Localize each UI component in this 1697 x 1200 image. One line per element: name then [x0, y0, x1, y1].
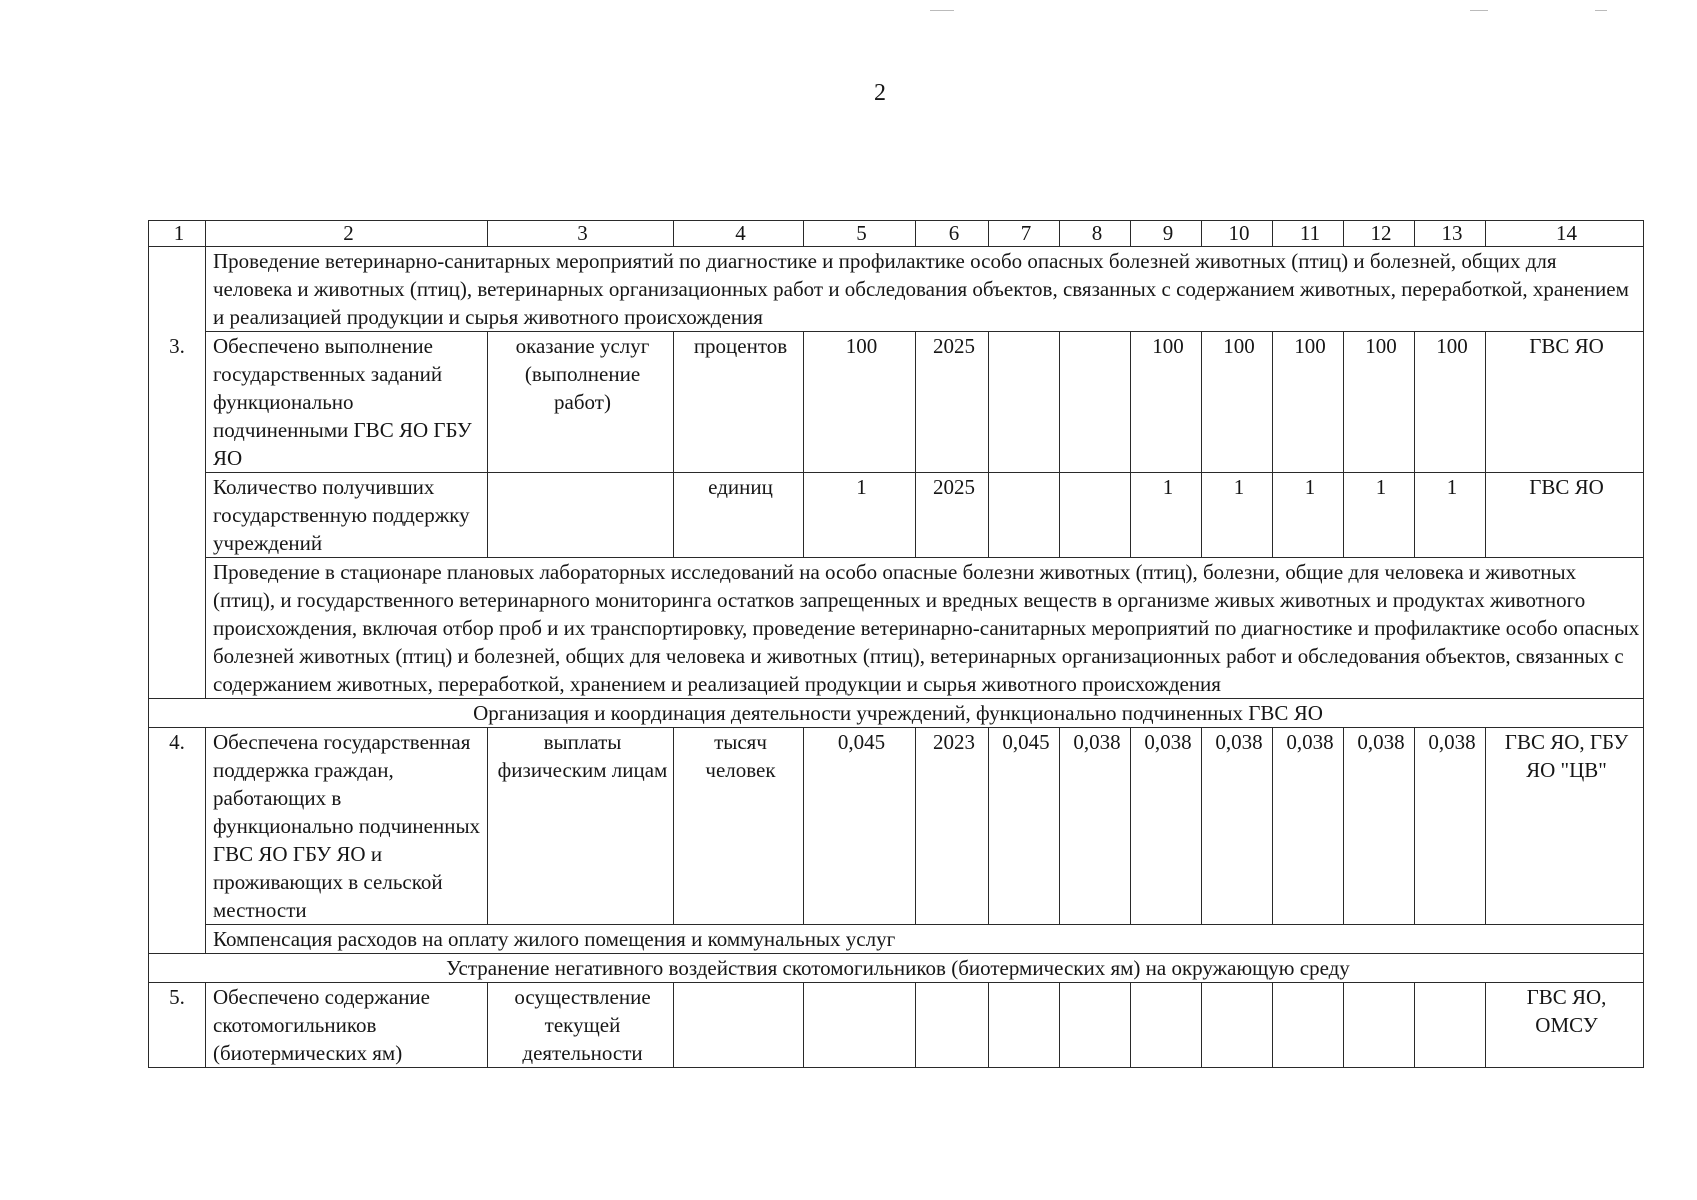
column-number: 4 [674, 221, 804, 247]
result-type [488, 473, 674, 558]
value-col-9: 100 [1131, 332, 1202, 473]
row-number: 4. [149, 728, 206, 925]
row-number: 5. [149, 983, 206, 1068]
value-col-11: 100 [1273, 332, 1344, 473]
description-row [149, 925, 1644, 954]
column-number: 13 [1415, 221, 1486, 247]
column-number: 10 [1202, 221, 1273, 247]
column-number: 12 [1344, 221, 1415, 247]
base-value: 100 [804, 332, 916, 473]
column-number: 1 [149, 221, 206, 247]
row-number-cell [149, 247, 206, 332]
table-row [149, 728, 1644, 925]
responsible: ГВС ЯО [1486, 332, 1644, 473]
section-title: Организация и координация деятельности учреждений, функционально подчиненных ГВС ЯО [149, 699, 1644, 728]
column-numbers-row [149, 221, 1644, 247]
value-col-10: 0,038 [1202, 728, 1273, 925]
base-value [804, 983, 916, 1068]
value-col-8 [1060, 332, 1131, 473]
scan-artifact [1470, 10, 1488, 11]
intro-description-row [149, 247, 1644, 332]
row-description: Компенсация расходов на оплату жилого помещения и коммунальных услуг [206, 925, 1644, 954]
table-row [149, 983, 1644, 1068]
value-col-7 [989, 332, 1060, 473]
responsible: ГВС ЯО [1486, 473, 1644, 558]
result-type: осуществление текущей деятельности [488, 983, 674, 1068]
column-number: 7 [989, 221, 1060, 247]
base-value: 1 [804, 473, 916, 558]
column-number: 11 [1273, 221, 1344, 247]
result-name: Количество получивших государственную поддержку учреждений [206, 473, 488, 558]
value-col-11 [1273, 983, 1344, 1068]
value-col-10 [1202, 983, 1273, 1068]
column-number: 5 [804, 221, 916, 247]
value-col-12: 100 [1344, 332, 1415, 473]
result-type: оказание услуг (выполнение работ) [488, 332, 674, 473]
column-number: 8 [1060, 221, 1131, 247]
description-row [149, 558, 1644, 699]
column-number: 3 [488, 221, 674, 247]
section-title: Устранение негативного воздействия скотомогильников (биотермических ям) на окружающую среду [149, 954, 1644, 983]
result-type: выплаты физическим лицам [488, 728, 674, 925]
result-name: Обеспечена государственная поддержка граждан, работающих в функционально подчиненных ГВС ЯО ГБУ ЯО и проживающих в сельской местности [206, 728, 488, 925]
value-col-12 [1344, 983, 1415, 1068]
base-year: 2025 [916, 473, 989, 558]
section-row [149, 954, 1644, 983]
result-name: Обеспечено выполнение государственных заданий функционально подчиненными ГВС ЯО ГБУ ЯО [206, 332, 488, 473]
result-name: Обеспечено содержание скотомогильников (биотермических ям) [206, 983, 488, 1068]
column-number: 14 [1486, 221, 1644, 247]
value-col-11: 0,038 [1273, 728, 1344, 925]
scan-artifact [930, 10, 954, 11]
row-number-cell [149, 473, 206, 558]
results-table [148, 220, 1644, 1068]
column-number: 2 [206, 221, 488, 247]
base-value: 0,045 [804, 728, 916, 925]
value-col-11: 1 [1273, 473, 1344, 558]
row-number-cell [149, 558, 206, 699]
value-col-13: 0,038 [1415, 728, 1486, 925]
unit: процентов [674, 332, 804, 473]
column-number: 6 [916, 221, 989, 247]
row-number-cell [149, 925, 206, 954]
section-row [149, 699, 1644, 728]
value-col-8 [1060, 983, 1131, 1068]
value-col-9: 1 [1131, 473, 1202, 558]
table-row [149, 473, 1644, 558]
value-col-7: 0,045 [989, 728, 1060, 925]
value-col-8: 0,038 [1060, 728, 1131, 925]
value-col-7 [989, 473, 1060, 558]
value-col-12: 1 [1344, 473, 1415, 558]
value-col-9: 0,038 [1131, 728, 1202, 925]
value-col-7 [989, 983, 1060, 1068]
value-col-13: 1 [1415, 473, 1486, 558]
unit: тысяч человек [674, 728, 804, 925]
responsible: ГВС ЯО, ОМСУ [1486, 983, 1644, 1068]
value-col-13 [1415, 983, 1486, 1068]
base-year: 2025 [916, 332, 989, 473]
row-number: 3. [149, 332, 206, 473]
table-row [149, 332, 1644, 473]
page-number: 2 [874, 80, 886, 106]
value-col-13: 100 [1415, 332, 1486, 473]
base-year [916, 983, 989, 1068]
value-col-12: 0,038 [1344, 728, 1415, 925]
row-description: Проведение в стационаре плановых лабораторных исследований на особо опасные болезни животных (птиц), болезни, общие для человека и животных (птиц), и государственного ветеринарного мониторинга остатков запрещенных и вредных веществ в организме живых животных и продуктах животного происхождения, включая отбор проб и их транспортировку, проведение ветеринарно-санитарных мероприятий по диагностике и профилактике особо опасных болезней животных (птиц) и болезней, общих для человека и животных (птиц), ветеринарных организационных работ и обследования объектов, связанных с содержанием животных, переработкой, хранением и реализацией продукции и сырья животного происхождения [206, 558, 1644, 699]
column-number: 9 [1131, 221, 1202, 247]
value-col-10: 1 [1202, 473, 1273, 558]
responsible: ГВС ЯО, ГБУ ЯО "ЦВ" [1486, 728, 1644, 925]
unit [674, 983, 804, 1068]
intro-description: Проведение ветеринарно-санитарных мероприятий по диагностике и профилактике особо опасных болезней животных (птиц) и болезней, общих для человека и животных (птиц), ветеринарных организационных работ и обследования объектов, связанных с содержанием животных, переработкой, хранением и реализацией продукции и сырья животного происхождения [206, 247, 1644, 332]
scan-artifact [1595, 10, 1607, 11]
value-col-10: 100 [1202, 332, 1273, 473]
value-col-9 [1131, 983, 1202, 1068]
base-year: 2023 [916, 728, 989, 925]
unit: единиц [674, 473, 804, 558]
value-col-8 [1060, 473, 1131, 558]
